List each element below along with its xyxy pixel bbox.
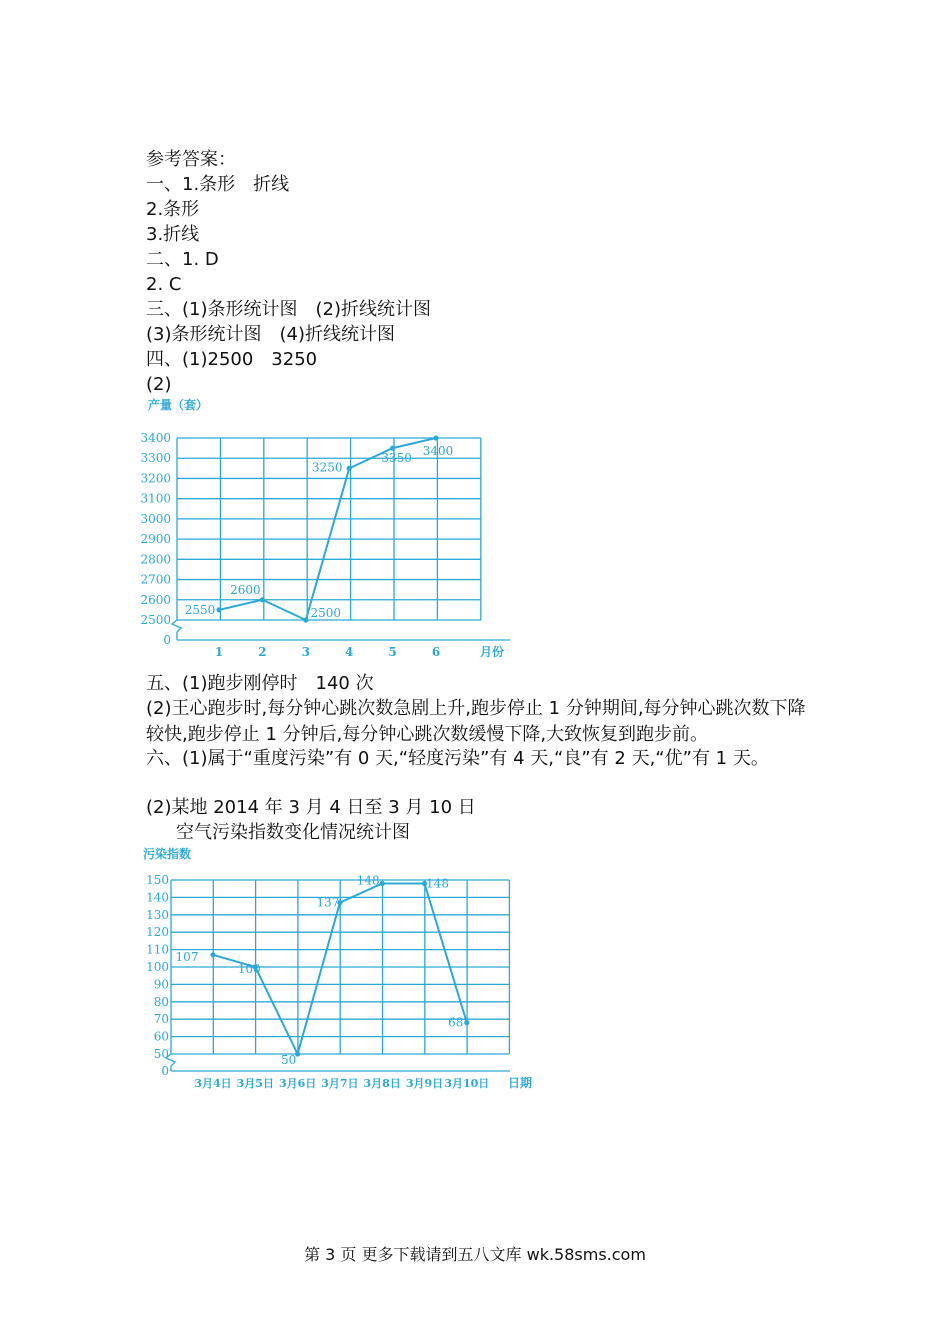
data-point bbox=[210, 952, 215, 957]
x-tick-label: 6 bbox=[431, 645, 441, 659]
y-tick-label: 3400 bbox=[140, 431, 171, 445]
y-tick-label: 110 bbox=[146, 942, 169, 957]
pollution-line-chart bbox=[140, 842, 540, 1092]
x-axis-label: 日期 bbox=[508, 1076, 533, 1090]
data-label: 68 bbox=[448, 1015, 464, 1030]
data-label: 148 bbox=[356, 873, 380, 888]
data-label: 2600 bbox=[230, 582, 261, 597]
x-tick-label: 3月6日 bbox=[278, 1077, 317, 1090]
y-tick-label: 150 bbox=[146, 873, 169, 887]
data-label: 148 bbox=[426, 876, 449, 891]
answer-section-1-item-3: 3.折线 bbox=[146, 224, 200, 245]
x-tick-label: 5 bbox=[388, 645, 397, 659]
data-point bbox=[464, 1020, 469, 1025]
data-label: 2550 bbox=[184, 602, 216, 617]
data-label: 3350 bbox=[381, 451, 412, 466]
y-tick-label: 140 bbox=[146, 890, 169, 905]
data-point bbox=[390, 446, 395, 451]
y-tick-label: 3200 bbox=[140, 471, 171, 486]
answer-section-2-item-2: 2. C bbox=[146, 274, 182, 295]
y-axis-label: 污染指数 bbox=[143, 847, 192, 861]
answer-section-3-item-1: 三、(1)条形统计图 (2)折线统计图 bbox=[146, 299, 431, 320]
x-tick-label: 3 bbox=[301, 645, 310, 659]
x-tick-label: 4 bbox=[345, 645, 354, 659]
answer-section-5-item-1: 五、(1)跑步刚停时 140 次 bbox=[146, 673, 374, 694]
y-tick-label: 0 bbox=[161, 1064, 169, 1078]
data-point bbox=[260, 597, 265, 602]
answer-section-4-item-2: (2) bbox=[146, 374, 172, 395]
data-point bbox=[433, 435, 438, 440]
answer-section-5-item-2: (2)王心跑步时,每分钟心跳次数急剧上升,跑步停止 1 分钟期间,每分钟心跳次数下降较快,跑步停止 1 分钟后,每分钟心跳次数缓慢下降,大致恢复到跑步前。 bbox=[146, 698, 806, 745]
answer-title: 参考答案： bbox=[146, 149, 236, 170]
y-tick-label: 100 bbox=[146, 960, 169, 974]
axis-break-mark bbox=[172, 620, 181, 640]
x-tick-label: 3月7日 bbox=[321, 1077, 359, 1090]
x-tick-label: 3月5日 bbox=[236, 1077, 274, 1090]
x-axis-label: 月份 bbox=[480, 645, 505, 659]
y-tick-label: 60 bbox=[153, 1029, 169, 1044]
data-point bbox=[303, 617, 308, 622]
y-tick-label: 0 bbox=[163, 633, 171, 647]
answer-section-3-item-2: (3)条形统计图 (4)折线统计图 bbox=[146, 324, 395, 345]
data-label: 100 bbox=[237, 962, 261, 976]
answer-section-6-item-1: 六、(1)属于“重度污染”有 0 天,“轻度污染”有 4 天,“良”有 2 天,“优”有 1 天。 bbox=[146, 748, 769, 769]
chart-title-pollution: 空气污染指数变化情况统计图 bbox=[176, 822, 410, 843]
data-label: 137 bbox=[316, 895, 340, 910]
y-tick-label: 2800 bbox=[140, 552, 171, 567]
x-tick-label: 2 bbox=[258, 645, 267, 659]
answer-section-1-item-1: 一、1.条形 折线 bbox=[146, 174, 290, 195]
page-footer: 第 3 页 更多下载请到五八文库 wk.58sms.com bbox=[304, 1245, 646, 1264]
data-label: 50 bbox=[280, 1053, 297, 1067]
y-tick-label: 2500 bbox=[140, 613, 171, 627]
x-tick-label: 3月8日 bbox=[363, 1077, 401, 1090]
answer-section-6-item-2: (2)某地 2014 年 3 月 4 日至 3 月 10 日 bbox=[146, 797, 476, 818]
y-tick-label: 2600 bbox=[140, 592, 171, 607]
x-tick-label: 3月9日 bbox=[405, 1077, 444, 1090]
data-point bbox=[380, 881, 385, 886]
data-label: 3250 bbox=[311, 460, 343, 475]
data-point bbox=[216, 607, 221, 612]
y-tick-label: 3000 bbox=[140, 511, 171, 526]
x-tick-label: 3月4日 bbox=[194, 1077, 232, 1090]
data-point bbox=[347, 466, 352, 471]
data-label: 107 bbox=[175, 949, 199, 964]
answer-section-1-item-2: 2.条形 bbox=[146, 199, 200, 220]
data-label: 3400 bbox=[422, 444, 454, 458]
answer-section-2-item-1: 二、1. D bbox=[146, 249, 219, 270]
y-tick-label: 130 bbox=[146, 907, 169, 922]
y-axis-label: 产量（套） bbox=[148, 398, 209, 412]
y-tick-label: 3100 bbox=[140, 491, 171, 506]
production-line-chart bbox=[140, 392, 520, 664]
y-tick-label: 2900 bbox=[140, 532, 171, 547]
y-tick-label: 80 bbox=[153, 994, 169, 1009]
y-tick-label: 50 bbox=[153, 1047, 169, 1061]
x-tick-label: 1 bbox=[214, 645, 224, 659]
y-tick-label: 2700 bbox=[140, 572, 171, 587]
y-tick-label: 90 bbox=[153, 977, 169, 992]
y-tick-label: 120 bbox=[146, 925, 169, 940]
x-tick-label: 3月10日 bbox=[444, 1077, 490, 1090]
y-tick-label: 70 bbox=[153, 1012, 169, 1027]
data-label: 2500 bbox=[310, 606, 342, 620]
answer-section-4-item-1: 四、(1)2500 3250 bbox=[146, 349, 318, 370]
y-tick-label: 3300 bbox=[140, 451, 171, 466]
